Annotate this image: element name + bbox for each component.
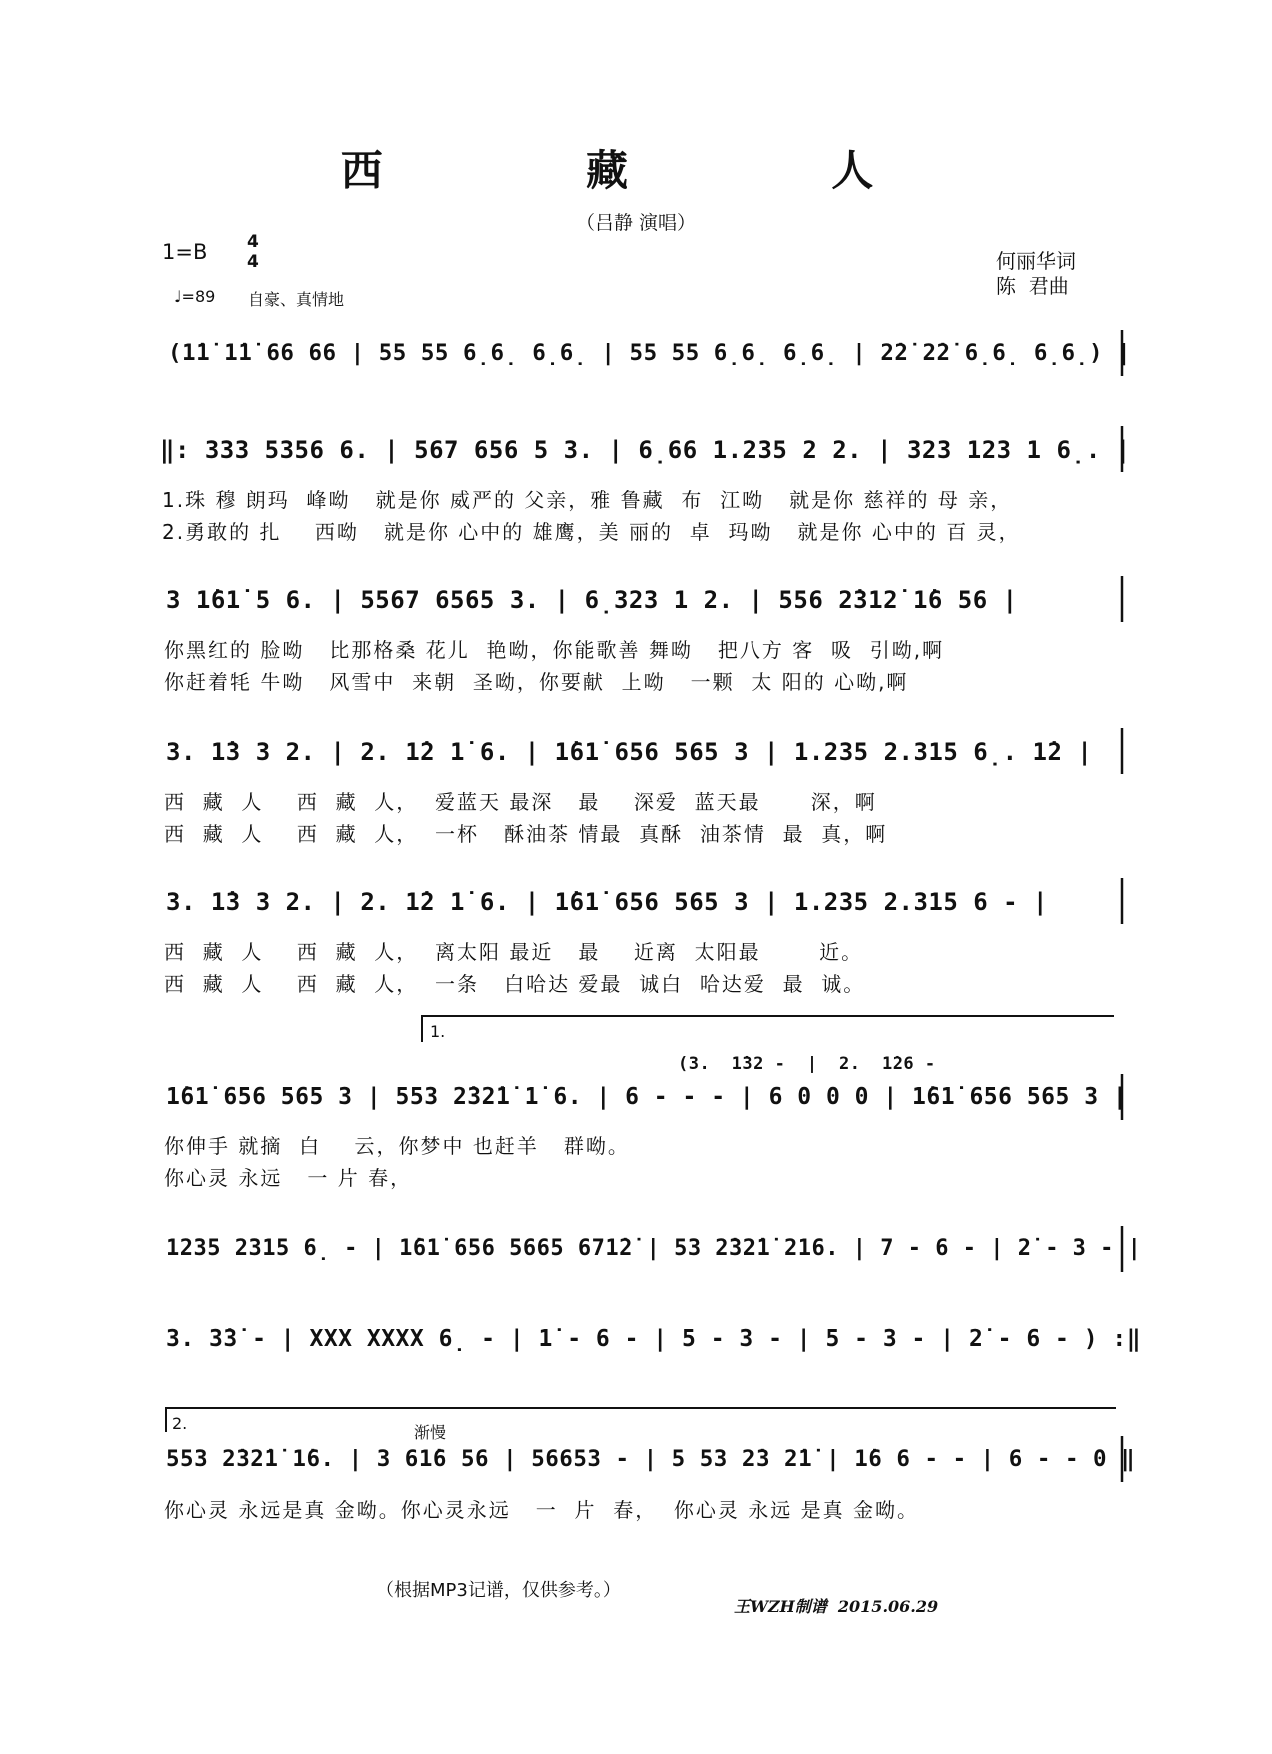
instrumental-cue: (3. 1̇32 - | 2. 1̇26 - bbox=[678, 1054, 936, 1074]
time-signature-top: 4 bbox=[247, 232, 259, 252]
lyric-line-5a: 西 藏 人 西 藏 人， 离太阳 最近 最 近离 太阳最 近。 bbox=[164, 940, 864, 964]
music-line-3: 3 1̇61̇ 5 6. | 5567 6565 3. | 6̣323 1 2. | 556 2̇312̇ 1̇6 56 | bbox=[166, 586, 1018, 614]
music-line-4: 3. 1̇3 3 2. | 2. 1̇2 1̇ 6. | 1̇61̇ 656 565 3 | 1.235 2.315 6̣. 1̇2 | bbox=[166, 738, 1093, 766]
lyric-line-2b: 2.勇敢的 扎 西呦 就是你 心中的 雄鹰，美 丽的 卓 玛呦 就是你 心中的 百 灵， bbox=[162, 520, 1021, 544]
volta-2-bracket bbox=[166, 1408, 1116, 1432]
lyric-line-4b: 西 藏 人 西 藏 人， 一杯 酥油茶 情最 真酥 油茶情 最 真，啊 bbox=[164, 822, 888, 846]
music-line-1: (1̇1̇ 1̇1̇ 66 66 | 55 55 6̣6̣ 6̣6̣ | 55 55 6̣6̣ 6̣6̣ | 2̇2̇ 2̇2̇ 6̣6̣ 6̣6̣) | bbox=[168, 340, 1132, 366]
key-signature: 1=B bbox=[162, 240, 208, 264]
lyric-line-6b: 你心灵 永远 一 片 春， bbox=[164, 1166, 413, 1190]
song-title: 西 藏 人 bbox=[340, 146, 932, 195]
lyric-line-5b: 西 藏 人 西 藏 人， 一条 白哈达 爱最 诚白 哈达爱 最 诚。 bbox=[164, 972, 866, 996]
transcription-note: （根据MP3记谱，仅供参考。） bbox=[376, 1580, 621, 1601]
music-line-9: 553 2̇32̇1̇ 1̇6. | 3 61̇6 56 | 56653 - | 5 53 2̇3 2̇1̇ | 1̇6 6 - - | 6 - - 0 ‖ bbox=[166, 1446, 1136, 1472]
lyric-line-9: 你心灵 永远是真 金呦。你心灵永远 一 片 春， 你心灵 永远 是真 金呦。 bbox=[164, 1498, 920, 1522]
volta-2-label: 2. bbox=[172, 1414, 188, 1433]
music-line-7: 1235 2315 6̣ - | 1̇61̇ 656 5665 671̇2̇ | 53 2̇32̇1̇ 216. | 7 - 6 - | 2̇ - 3 - | bbox=[166, 1236, 1142, 1261]
music-line-2: ‖: 333 5356 6. | 567 656 5 3. | 6̣66 1.235 2 2. | 323 123 1 6̣. | bbox=[160, 436, 1131, 464]
music-line-6: 1̇61̇ 656 565 3 | 553 2̇32̇1̇ 1̇ 6. | 6 - - - | 6 0 0 0 | 1̇61̇ 656 565 3 | bbox=[166, 1084, 1128, 1110]
volta-1-label: 1. bbox=[430, 1022, 446, 1041]
music-line-5: 3. 1̇3 3 2. | 2. 1̇2 1̇ 6. | 1̇61̇ 656 565 3 | 1.235 2.315 6 - | bbox=[166, 888, 1049, 916]
composer-credit: 陈 君曲 bbox=[996, 274, 1069, 298]
time-signature-bottom: 4 bbox=[247, 252, 259, 272]
lyricist-credit: 何丽华词 bbox=[996, 249, 1076, 273]
singer-credit: （吕静 演唱） bbox=[575, 212, 697, 234]
lyric-line-6a: 你伸手 就摘 白 云，你梦中 也赶羊 群呦。 bbox=[164, 1134, 630, 1158]
expression-marking: 自豪、真情地 bbox=[248, 290, 345, 309]
lyric-line-2a: 1.珠 穆 朗玛 峰呦 就是你 威严的 父亲，雅 鲁藏 布 江呦 就是你 慈祥的 母 亲， bbox=[162, 488, 1013, 512]
lyric-line-4a: 西 藏 人 西 藏 人， 爱蓝天 最深 最 深爱 蓝天最 深，啊 bbox=[164, 790, 877, 814]
volta-1-bracket bbox=[422, 1016, 1114, 1042]
lyric-line-3a: 你黑红的 脸呦 比那格桑 花儿 艳呦，你能歌善 舞呦 把八方 客 吸 引呦,啊 bbox=[164, 638, 945, 662]
transcriber-signature: 王WZH制谱 2015.06.29 bbox=[734, 1597, 939, 1616]
music-line-8: 3. 3̇3̇ - | XXX XXXX 6̣ - | 1̇ - 6 - | 5 - 3 - | 5 - 3 - | 2̇ - 6 - ) :‖ bbox=[166, 1326, 1142, 1352]
ritardando-marking: 渐慢 bbox=[414, 1423, 447, 1442]
lyric-line-3b: 你赶着牦 牛呦 风雪中 来朝 圣呦，你要献 上呦 一颗 太 阳的 心呦,啊 bbox=[164, 670, 909, 694]
tempo-marking: ♩=89 bbox=[174, 287, 216, 306]
